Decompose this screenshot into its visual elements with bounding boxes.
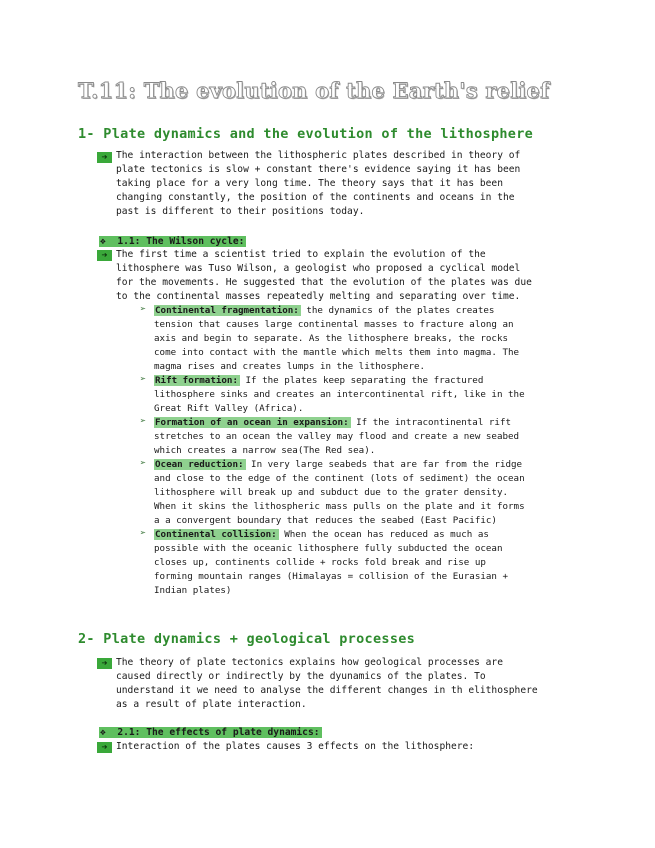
arrow-bullet-icon: ➔ bbox=[97, 742, 112, 753]
triangle-bullet-icon: ➢ bbox=[140, 374, 147, 385]
stage-4-label: Ocean reduction: bbox=[155, 459, 244, 470]
plate-effects-text: Interaction of the plates causes 3 effects on the lithosphere: bbox=[116, 741, 475, 752]
stage-1 bbox=[154, 304, 494, 318]
arrow-bullet-icon: ➔ bbox=[97, 250, 112, 261]
section2-heading: 2- Plate dynamics + geological processes bbox=[78, 631, 416, 647]
stage-1-text: tension that causes large continental masses to fracture along an axis and begin to separate. As the lithosphere breaks, the rocks come into contact with the mantle which melts them into magma. The magma rises and creates lumps in the lithosphere. bbox=[154, 319, 520, 372]
section2-intro: The theory of plate tectonics explains how geological processes are caused directly or indirectly by the dyunamics of the plates. To understand it we need to analyse the different changes in th elithosphere as a result of plate interaction. bbox=[116, 657, 538, 710]
stage-5-text: possible with the oceanic lithosphere fully subducted the ocean closes up, continents collide + rocks fold break and rise up forming mountain ranges (Himalayas = collision of the Eurasian + Indian plates) bbox=[154, 543, 509, 596]
stage-3-label: Formation of an ocean in expansion: bbox=[155, 417, 349, 428]
section1-intro: The interaction between the lithospheric plates described in theory of plate tectonics is slow + constant there's evidence saying it has been taking place for a very long time. The theory says that it has been changing constantly, the position of the continents and oceans in the past is different to their positions today. bbox=[116, 150, 521, 217]
stage-4-text: and close to the edge of the continent (lots of sediment) the ocean lithosphere will break up and subduct due to the grater density. When it skins the lithospheric mass pulls on the plate and it forms a a convergent boundary that reduces the seabed (East Pacific) bbox=[154, 473, 525, 526]
page-title: T.11: The evolution of the Earth's relief bbox=[78, 78, 550, 103]
stage-2-text: lithosphere sinks and creates an intercontinental rift, like in the Great Rift Valley (Africa). bbox=[154, 389, 525, 414]
arrow-bullet-icon: ➔ bbox=[97, 152, 112, 163]
arrow-bullet-icon: ➔ bbox=[97, 658, 112, 669]
wilson-cycle-text: The first time a scientist tried to explain the evolution of the lithosphere was Tuso Wilson, a geologist who proposed a cyclical model for the movements. He suggested that the evolution of the plates was due to the continental masses repeatedly melting and separating over time. bbox=[116, 249, 532, 302]
triangle-bullet-icon: ➢ bbox=[140, 528, 147, 539]
stage-1-label: Continental fragmentation: bbox=[155, 305, 299, 316]
stage-5 bbox=[154, 528, 489, 542]
diamond-bullet-icon: ❖ bbox=[100, 236, 106, 247]
section1-heading: 1- Plate dynamics and the evolution of the lithosphere bbox=[78, 126, 534, 142]
stage-2 bbox=[154, 374, 483, 388]
stage-3 bbox=[154, 416, 511, 430]
triangle-bullet-icon: ➢ bbox=[140, 458, 147, 469]
stage-3-lead: If the intracontinental rift bbox=[350, 417, 512, 428]
stage-4 bbox=[154, 458, 522, 472]
subsection-2-1-label: 2.1: The effects of plate dynamics: bbox=[117, 727, 320, 738]
diamond-bullet-icon: ❖ bbox=[100, 727, 106, 738]
stage-1-lead: the dynamics of the plates creates bbox=[300, 305, 495, 316]
subsection-1-1-label: 1.1: The Wilson cycle: bbox=[117, 236, 245, 247]
stage-2-lead: If the plates keep separating the fractured bbox=[239, 375, 484, 386]
triangle-bullet-icon: ➢ bbox=[140, 416, 147, 427]
stage-3-text: stretches to an ocean the valley may flood and create a new seabed which creates a narrow sea(The Red sea). bbox=[154, 431, 520, 456]
stage-5-lead: When the ocean has reduced as much as bbox=[278, 529, 489, 540]
subsection-1-1 bbox=[99, 235, 246, 248]
stage-5-label: Continental collision: bbox=[155, 529, 277, 540]
triangle-bullet-icon: ➢ bbox=[140, 304, 147, 315]
stage-4-lead: In very large seabeds that are far from the ridge bbox=[245, 459, 523, 470]
stage-2-label: Rift formation: bbox=[155, 375, 238, 386]
subsection-2-1 bbox=[99, 726, 322, 739]
